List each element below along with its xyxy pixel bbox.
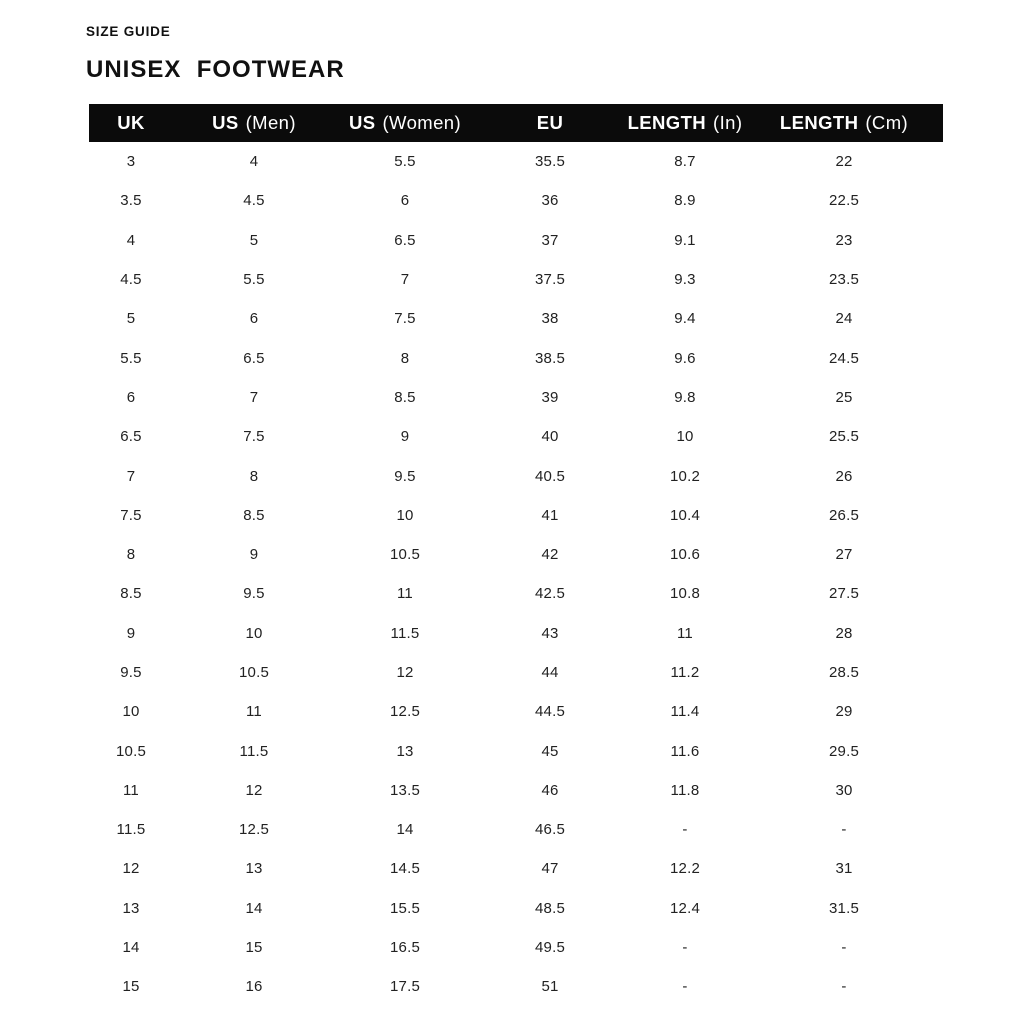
table-cell: 10 — [122, 703, 140, 721]
table-cell: 23 — [835, 231, 853, 249]
table-cell: 22 — [835, 153, 853, 171]
table-cell: 10.2 — [670, 467, 700, 485]
column-header-eu — [475, 104, 625, 142]
table-row — [89, 614, 943, 653]
table-cell: 9.5 — [394, 467, 416, 485]
table-row — [89, 889, 943, 928]
table-cell: 25.5 — [829, 428, 859, 446]
table-cell: 7 — [249, 388, 259, 406]
table-cell: 12 — [122, 860, 140, 878]
table-cell: 41 — [541, 506, 559, 524]
table-cell: 29.5 — [829, 742, 859, 760]
size-guide-label: SIZE GUIDE — [86, 24, 171, 39]
table-row — [89, 142, 943, 181]
column-header-us-men — [173, 104, 335, 142]
table-cell: 9.8 — [674, 388, 696, 406]
table-cell: 10.5 — [390, 546, 420, 564]
table-cell: 42.5 — [535, 585, 565, 603]
table-cell: 27 — [835, 546, 853, 564]
table-cell: 12.2 — [670, 860, 700, 878]
table-cell: 37 — [541, 231, 559, 249]
page-title: UNISEX FOOTWEAR — [86, 56, 345, 83]
table-cell: 12.5 — [390, 703, 420, 721]
table-cell: 10 — [676, 428, 694, 446]
table-cell: 11.5 — [390, 624, 420, 642]
table-cell: 30 — [835, 781, 853, 799]
table-cell: 14 — [245, 899, 263, 917]
table-cell: 10.5 — [239, 664, 269, 681]
table-cell: 8 — [400, 349, 410, 367]
table-cell: 11 — [397, 585, 413, 603]
table-cell: 15 — [245, 939, 263, 957]
table-cell: 6.5 — [120, 428, 142, 446]
table-cell: 15.5 — [390, 899, 420, 917]
table-cell: 9 — [249, 546, 259, 564]
table-cell: 31.5 — [829, 899, 859, 917]
table-cell: 31 — [835, 860, 853, 878]
table-cell: 16 — [245, 978, 263, 996]
table-cell: 6 — [400, 192, 410, 210]
table-cell: 35.5 — [535, 153, 565, 171]
table-row — [89, 417, 943, 456]
column-header-sublabel: (In) — [713, 112, 743, 133]
table-cell: 27.5 — [829, 585, 859, 603]
table-cell: 3 — [126, 153, 136, 171]
table-cell: 5 — [249, 231, 259, 249]
table-row — [89, 810, 943, 849]
table-cell: 29 — [835, 703, 853, 721]
table-cell: 12.5 — [239, 821, 269, 839]
table-cell: 7 — [126, 467, 136, 485]
table-cell: 13 — [245, 860, 263, 878]
table-cell: 12.4 — [670, 899, 700, 917]
table-cell: 12 — [245, 781, 263, 799]
table-cell: 9.1 — [674, 231, 696, 249]
table-cell: 42 — [541, 546, 559, 564]
table-cell: 8.5 — [394, 388, 416, 406]
table-cell: 47 — [541, 860, 559, 878]
table-row — [89, 653, 943, 692]
size-table-header — [89, 104, 943, 142]
table-cell: 28 — [835, 624, 853, 642]
table-cell: 14 — [396, 821, 414, 839]
table-cell: 7.5 — [243, 428, 265, 446]
table-cell: - — [682, 821, 688, 839]
column-header-length-in — [625, 104, 745, 142]
table-row — [89, 535, 943, 574]
table-row — [89, 771, 943, 810]
table-row — [89, 456, 943, 495]
table-cell: 36 — [541, 192, 559, 210]
table-cell: 10 — [245, 624, 263, 642]
table-cell: 10 — [396, 506, 414, 524]
table-cell: 49.5 — [535, 939, 565, 957]
table-cell: 39 — [541, 388, 559, 406]
table-row — [89, 299, 943, 338]
table-cell: 11.5 — [116, 821, 146, 839]
table-cell: 16.5 — [390, 939, 420, 957]
table-cell: 9 — [126, 624, 136, 642]
column-header-label: UK — [117, 112, 145, 133]
header-row — [89, 104, 943, 142]
table-cell: 7 — [400, 271, 410, 289]
table-cell: - — [841, 821, 847, 839]
table-cell: 5 — [126, 310, 136, 328]
table-row — [89, 692, 943, 731]
table-cell: 6 — [126, 388, 136, 406]
size-chart-table — [89, 104, 943, 1007]
table-cell: 5.5 — [243, 271, 265, 289]
table-cell: 6.5 — [243, 349, 265, 367]
table-cell: 45 — [541, 742, 559, 760]
table-cell: 38.5 — [535, 349, 565, 367]
table-cell: 4.5 — [120, 271, 142, 289]
table-row — [89, 574, 943, 613]
table-cell: 11.5 — [239, 742, 269, 760]
table-cell: 8.5 — [120, 585, 142, 603]
table-cell: 3.5 — [120, 192, 142, 210]
table-cell: 12 — [396, 664, 414, 681]
table-row — [89, 221, 943, 260]
table-cell: 48.5 — [535, 899, 565, 917]
table-cell: 6.5 — [394, 231, 416, 249]
table-cell: 25 — [835, 388, 853, 406]
table-row — [89, 496, 943, 535]
table-cell: 8 — [126, 546, 136, 564]
table-cell: 4.5 — [243, 192, 265, 210]
table-cell: 11.8 — [670, 781, 700, 799]
table-cell: 4 — [249, 153, 259, 171]
column-header-label: EU — [536, 112, 564, 133]
table-cell: 23.5 — [829, 271, 859, 289]
table-cell: 17.5 — [390, 978, 420, 996]
table-cell: - — [841, 939, 847, 957]
column-header-sublabel: (Women) — [382, 112, 462, 133]
table-cell: 5.5 — [120, 349, 142, 367]
table-cell: 9.5 — [243, 585, 265, 603]
table-cell: 37.5 — [535, 271, 565, 289]
column-header-label: LENGTH — [627, 112, 707, 133]
column-header-label: LENGTH — [779, 112, 859, 133]
table-row — [89, 967, 943, 1006]
table-cell: 9 — [400, 428, 410, 446]
table-cell: 7.5 — [394, 310, 416, 328]
table-cell: 14 — [122, 939, 140, 957]
table-cell: 11 — [677, 624, 693, 642]
column-header-sublabel: (Men) — [245, 112, 296, 133]
table-cell: 9.5 — [120, 664, 142, 681]
table-cell: 13 — [396, 742, 414, 760]
table-cell: 44 — [541, 664, 559, 681]
page-header — [0, 24, 1024, 82]
column-header-label: US — [348, 112, 376, 133]
table-cell: 40 — [541, 428, 559, 446]
table-cell: - — [841, 978, 847, 996]
table-cell: 11 — [246, 703, 262, 721]
column-header-length-cm — [745, 104, 943, 142]
table-cell: 46 — [541, 781, 559, 799]
table-row — [89, 260, 943, 299]
table-cell: 10.8 — [670, 585, 700, 603]
table-cell: 11.4 — [670, 703, 700, 721]
table-cell: 6 — [249, 310, 259, 328]
table-cell: 11 — [123, 781, 139, 799]
table-cell: 28.5 — [829, 664, 859, 681]
column-header-us-women — [335, 104, 475, 142]
table-row — [89, 731, 943, 770]
table-cell: 8 — [249, 467, 259, 485]
table-cell: 46.5 — [535, 821, 565, 839]
table-cell: 26.5 — [829, 506, 859, 524]
table-cell: 51 — [541, 978, 559, 996]
table-cell: 5.5 — [394, 153, 416, 171]
table-cell: 24.5 — [829, 349, 859, 367]
table-cell: 10.5 — [116, 742, 146, 760]
table-row — [89, 849, 943, 888]
table-cell: 43 — [541, 624, 559, 642]
table-cell: 11.2 — [670, 664, 700, 681]
table-cell: 44.5 — [535, 703, 565, 721]
table-row — [89, 338, 943, 377]
table-cell: 8.9 — [674, 192, 696, 210]
table-cell: 10.4 — [670, 506, 700, 524]
table-cell: 4 — [126, 231, 136, 249]
table-cell: - — [682, 939, 688, 957]
table-cell: 24 — [835, 310, 853, 328]
table-cell: 7.5 — [120, 506, 142, 524]
table-row — [89, 928, 943, 967]
column-header-sublabel: (Cm) — [865, 112, 909, 133]
table-cell: 11.6 — [670, 742, 700, 760]
table-cell: 13.5 — [390, 781, 420, 799]
table-cell: 38 — [541, 310, 559, 328]
table-row — [89, 378, 943, 417]
table-cell: 8.5 — [243, 506, 265, 524]
table-cell: 40.5 — [535, 467, 565, 485]
table-cell: 9.3 — [674, 271, 696, 289]
table-row — [89, 181, 943, 220]
size-table-body — [89, 142, 943, 1007]
column-header-uk — [89, 104, 173, 142]
table-cell: 9.6 — [674, 349, 696, 367]
table-cell: 10.6 — [670, 546, 700, 564]
table-cell: 15 — [122, 978, 140, 996]
column-header-label: US — [212, 112, 239, 133]
table-cell: 26 — [835, 467, 853, 485]
table-cell: 13 — [122, 899, 140, 917]
table-cell: 22.5 — [829, 192, 859, 210]
table-cell: - — [682, 978, 688, 996]
table-cell: 8.7 — [674, 153, 696, 171]
table-cell: 9.4 — [674, 310, 696, 328]
table-cell: 14.5 — [390, 860, 420, 878]
